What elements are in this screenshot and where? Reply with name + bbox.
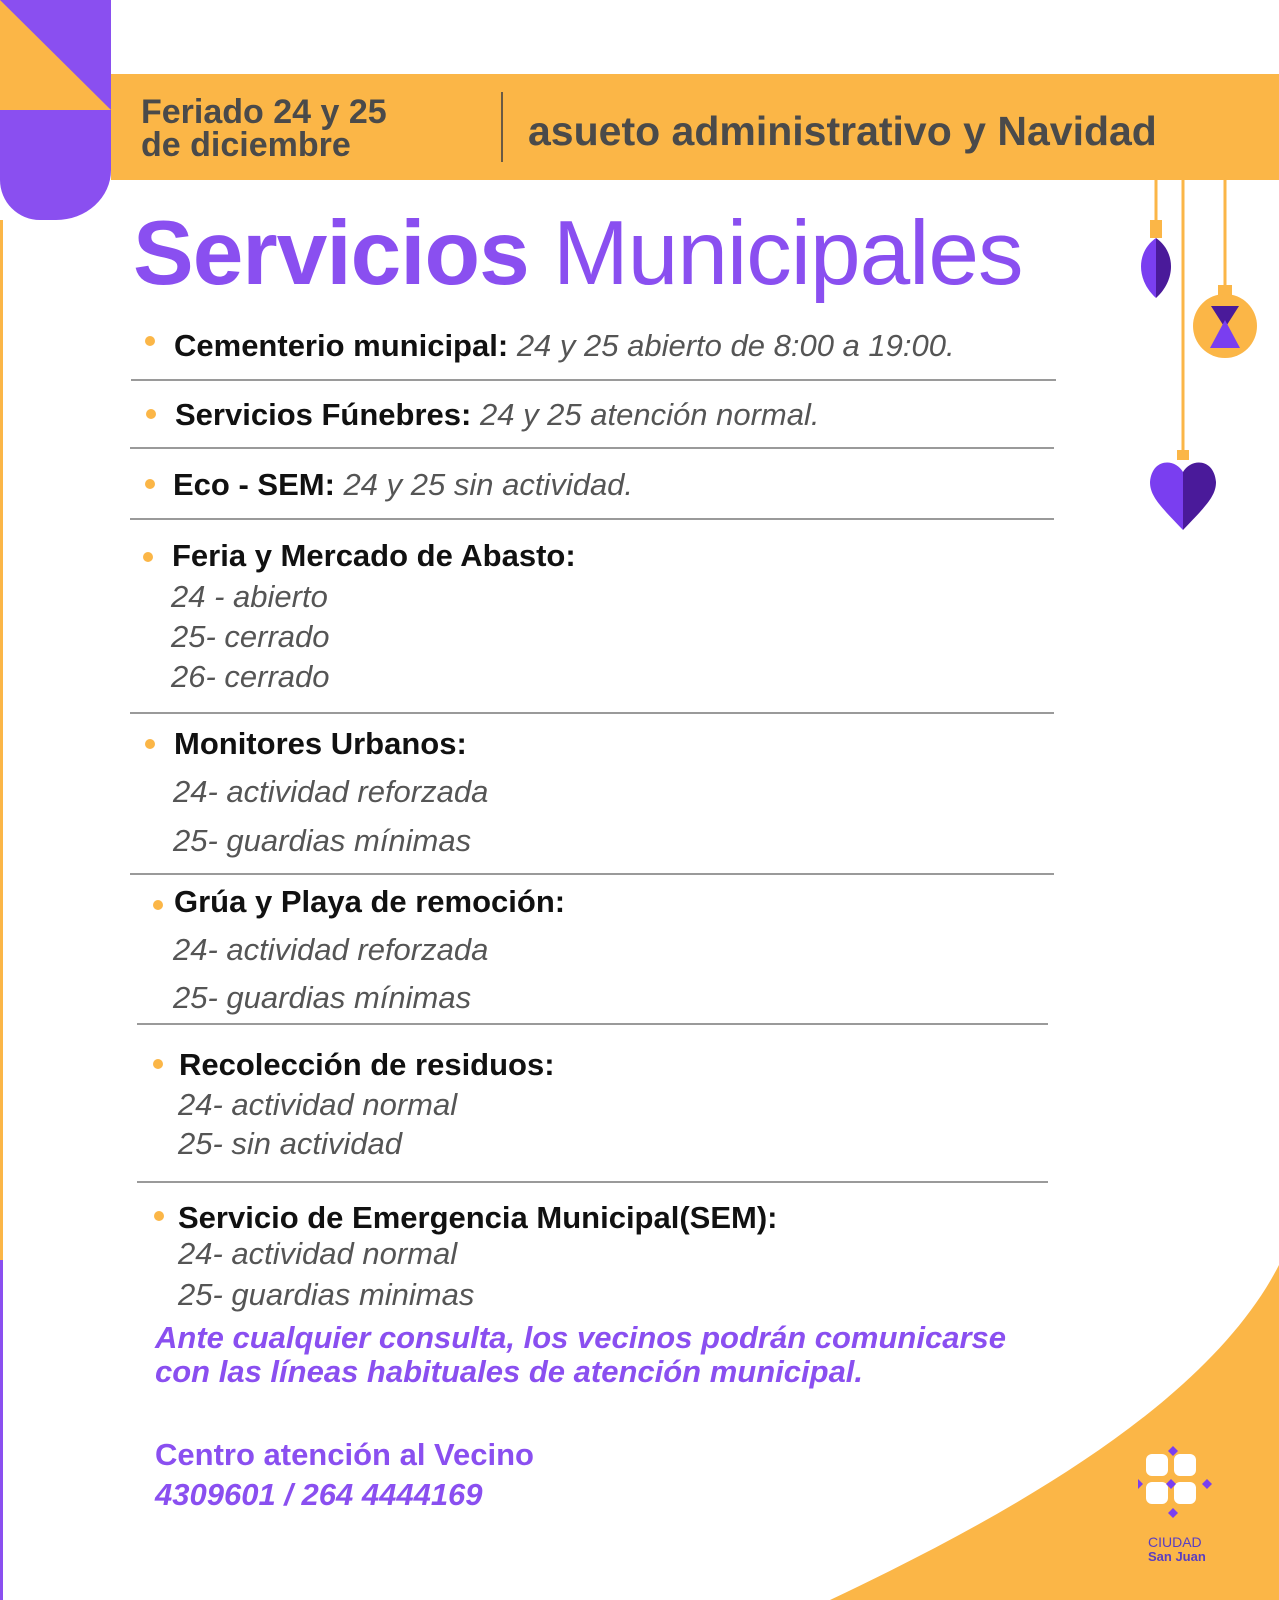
bullet-icon: [143, 552, 153, 562]
page-title-regular: Municipales: [553, 203, 1023, 304]
service-name: Monitores Urbanos:: [174, 726, 467, 761]
service-item-monitores: [174, 726, 467, 762]
bullet-icon: [154, 1211, 164, 1221]
service-name: Eco - SEM:: [173, 467, 335, 502]
divider: [131, 379, 1056, 381]
service-line: 24- actividad normal: [178, 1236, 458, 1271]
service-line: 24- actividad normal: [178, 1087, 458, 1122]
service-name: Cementerio municipal:: [174, 328, 509, 363]
page-title: [133, 204, 1023, 304]
service-line: 25- guardias mínimas: [173, 980, 472, 1015]
logo-text-ciudad: CIUDAD: [1148, 1534, 1202, 1550]
christmas-ornaments: [1130, 180, 1260, 540]
service-name: Recolección de residuos:: [179, 1047, 555, 1082]
service-item-cementerio: [174, 328, 955, 364]
service-line: 25- sin actividad: [178, 1126, 403, 1161]
bullet-icon: [153, 1059, 163, 1069]
service-item-grua: [174, 884, 565, 920]
divider: [130, 873, 1054, 875]
divider: [137, 1181, 1048, 1183]
service-item-sem: [178, 1200, 778, 1236]
divider: [137, 1023, 1048, 1025]
contact-note-line2: con las líneas habituales de atención municipal.: [155, 1354, 864, 1389]
header-banner: [111, 74, 1279, 180]
page-title-bold: Servicios: [133, 203, 529, 304]
service-line: 24- actividad reforzada: [173, 932, 489, 967]
divider: [130, 712, 1054, 714]
service-line: 25- guardias mínimas: [173, 823, 472, 858]
service-item-funebres: [175, 397, 819, 433]
contact-title: Centro atención al Vecino: [155, 1437, 534, 1472]
service-item-recoleccion: [179, 1047, 555, 1083]
divider: [130, 447, 1054, 449]
contact-note: [155, 1321, 1085, 1389]
service-line: 25- cerrado: [171, 619, 330, 654]
bullet-icon: [145, 336, 155, 346]
holiday-title-line1: Feriado 24 y 25: [141, 93, 387, 131]
holiday-title: [141, 93, 471, 164]
holiday-title-line2: de diciembre: [141, 126, 351, 164]
service-line: 25- guardias minimas: [178, 1277, 475, 1312]
logo-text-san-juan: San Juan: [1148, 1549, 1206, 1564]
ciudad-san-juan-logo-icon: [1138, 1446, 1234, 1536]
service-line: 24 - abierto: [171, 579, 328, 614]
service-name: Feria y Mercado de Abasto:: [172, 538, 576, 573]
service-detail: 24 y 25 sin actividad.: [343, 467, 634, 502]
service-name: Servicio de Emergencia Municipal(SEM):: [178, 1200, 778, 1235]
service-item-feria: [172, 538, 576, 574]
banner-subtitle: asueto administrativo y Navidad: [528, 108, 1157, 154]
service-item-ecosem: [173, 467, 633, 503]
service-line: 24- actividad reforzada: [173, 774, 489, 809]
banner-divider: [501, 92, 503, 162]
contact-phones: 4309601 / 264 4444169: [155, 1477, 483, 1512]
service-detail: 24 y 25 atención normal.: [479, 397, 820, 432]
bullet-icon: [146, 409, 156, 419]
service-name: Servicios Fúnebres:: [175, 397, 472, 432]
bullet-icon: [153, 900, 163, 910]
bullet-icon: [145, 479, 155, 489]
service-name: Grúa y Playa de remoción:: [174, 884, 566, 919]
divider: [130, 518, 1054, 520]
service-detail: 24 y 25 abierto de 8:00 a 19:00.: [516, 328, 955, 363]
bullet-icon: [145, 739, 155, 749]
contact-note-line1: Ante cualquier consulta, los vecinos podrán comunicarse: [155, 1320, 1007, 1355]
service-line: 26- cerrado: [171, 659, 330, 694]
